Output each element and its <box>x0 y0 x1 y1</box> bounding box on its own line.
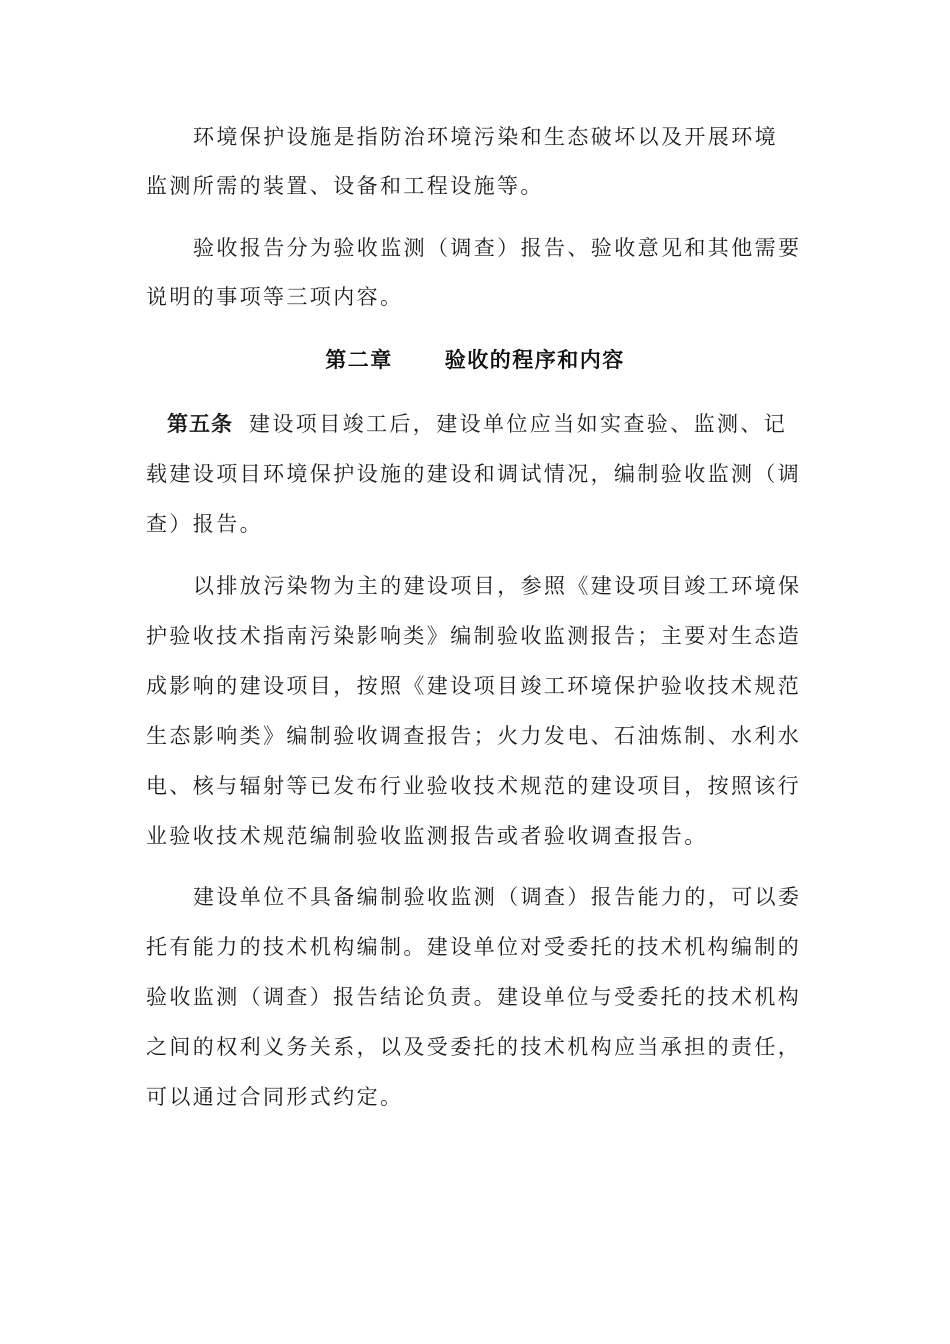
text-line: 电、核与辐射等已发布行业验收技术规范的建设项目，按照该行 <box>146 774 802 798</box>
text-line: 验收监测（调查）报告结论负责。建设单位与受委托的技术机构 <box>146 985 802 1009</box>
text-line: 可以通过合同形式约定。 <box>146 1085 404 1109</box>
text-line: 护验收技术指南污染影响类》编制验收监测报告；主要对生态造 <box>146 624 802 648</box>
text-line: 以排放污染物为主的建设项目，参照《建设项目竣工环境保 <box>193 574 802 598</box>
text-line: 托有能力的技术机构编制。建设单位对受委托的技术机构编制的 <box>146 935 802 959</box>
article-text: 建设项目竣工后，建设单位应当如实查验、监测、记 <box>249 412 788 436</box>
text-line: 之间的权利义务关系，以及受委托的技术机构应当承担的责任， <box>146 1035 802 1059</box>
text-line: 生态影响类》编制验收调查报告；火力发电、石油炼制、水利水 <box>146 724 802 748</box>
chapter-heading <box>0 350 950 371</box>
text-line: 查）报告。 <box>146 512 263 536</box>
text-line: 建设单位不具备编制验收监测（调查）报告能力的，可以委 <box>193 885 802 909</box>
text-line: 验收报告分为验收监测（调查）报告、验收意见和其他需要 <box>193 236 802 260</box>
text-line: 业验收技术规范编制验收监测报告或者验收调查报告。 <box>146 824 708 848</box>
text-line: 环境保护设施是指防治环境污染和生态破坏以及开展环境 <box>193 125 778 149</box>
text-line: 成影响的建设项目，按照《建设项目竣工环境保护验收技术规范 <box>146 674 802 698</box>
text-line: 说明的事项等三项内容。 <box>146 285 404 309</box>
chapter-title-text: 验收的程序和内容 <box>444 348 625 372</box>
text-line <box>167 414 787 435</box>
text-line: 监测所需的装置、设备和工程设施等。 <box>146 174 544 198</box>
chapter-number: 第二章 <box>325 348 393 372</box>
article-number: 第五条 <box>167 412 233 436</box>
text-line: 载建设项目环境保护设施的建设和调试情况，编制验收监测（调 <box>146 462 802 486</box>
